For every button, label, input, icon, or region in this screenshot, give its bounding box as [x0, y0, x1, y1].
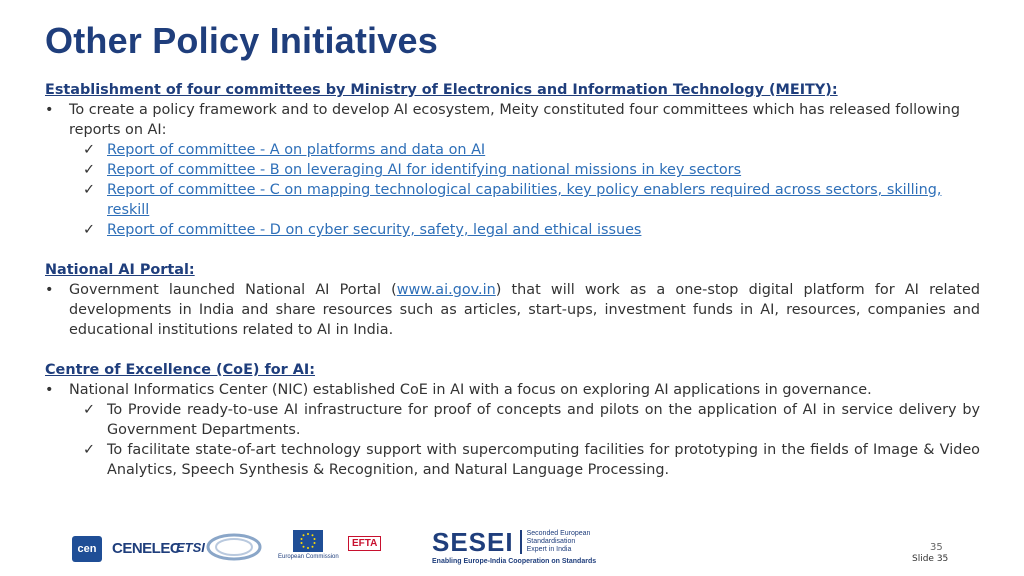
- sesei-subtitle-line: Expert in India: [526, 546, 572, 553]
- bullet-text-pre: Government launched National AI Portal (: [69, 282, 397, 298]
- bullet-item: [45, 280, 980, 340]
- etsi-logo-text: ETSI: [176, 539, 205, 555]
- sesei-logo-row: [432, 528, 590, 556]
- report-item: [45, 140, 980, 160]
- coe-item: [45, 400, 980, 440]
- bullet-item: [45, 380, 980, 400]
- european-commission-logo: [278, 530, 339, 561]
- sesei-logo: [432, 528, 596, 565]
- spacer: [45, 240, 980, 260]
- ai-portal-link[interactable]: www.ai.gov.in: [396, 282, 496, 298]
- coe-item-text: To Provide ready-to-use AI infrastructure for proof of concepts and pilots on the application of AI in service delivery by Government Departments.: [107, 402, 980, 438]
- bullet-item: [45, 100, 980, 140]
- check-icon: ✓: [83, 162, 96, 178]
- cenelec-logo: CENELEC: [112, 540, 181, 557]
- spacer: [45, 340, 980, 360]
- bullet-icon: •: [45, 102, 54, 118]
- check-icon: ✓: [83, 222, 96, 238]
- eu-flag-icon: [293, 530, 323, 552]
- report-item: [45, 220, 980, 240]
- sesei-subtitle-line: Standardisation: [526, 538, 576, 545]
- section-heading-meity: Establishment of four committees by Ministry of Electronics and Information Technology (MEITY):: [45, 82, 838, 98]
- bullet-text: To create a policy framework and to develop AI ecosystem, Meity constituted four committees which has released following reports on AI:: [69, 102, 960, 138]
- report-list: [45, 140, 980, 240]
- coe-item: [45, 440, 980, 480]
- efta-logo-text: EFTA: [348, 536, 381, 551]
- section-heading-coe: Centre of Excellence (CoE) for AI:: [45, 362, 315, 378]
- slide-content: [45, 80, 980, 480]
- report-link-a[interactable]: Report of committee - A on platforms and data on AI: [107, 142, 486, 158]
- report-link-c[interactable]: Report of committee - C on mapping technological capabilities, key policy enablers required across sectors, skilling, reskill: [107, 182, 942, 218]
- coe-item-text: To facilitate state-of-art technology support with supercomputing facilities for prototyping in the fields of Image & Video Analytics, Speech Synthesis & Recognition, and Natural Language Processing.: [107, 442, 980, 478]
- bullet-icon: •: [45, 382, 54, 398]
- page-number: 35: [930, 542, 943, 553]
- page-title: Other Policy Initiatives: [45, 20, 438, 61]
- report-link-b[interactable]: Report of committee - B on leveraging AI for identifying national missions in key sectors: [107, 162, 742, 178]
- report-link-d[interactable]: Report of committee - D on cyber security, safety, legal and ethical issues: [107, 222, 642, 238]
- eu-caption: European Commission: [278, 554, 339, 560]
- footer: [0, 520, 1024, 576]
- etsi-swoosh-icon: [205, 532, 263, 562]
- check-icon: ✓: [83, 182, 96, 198]
- cen-logo: [72, 536, 102, 562]
- report-item: [45, 180, 980, 220]
- check-icon: ✓: [83, 402, 96, 418]
- sesei-subtitle: [520, 530, 591, 554]
- bullet-text-post: ) that will work as a one-stop digital platform for AI related developments in India and share resources such as articles, start-ups, investment funds in AI, resources, companies and educational institutions related to AI in India.: [69, 282, 980, 338]
- report-item: [45, 160, 980, 180]
- slide-number: Slide 35: [912, 554, 949, 564]
- cen-logo-mark: cen: [72, 536, 102, 562]
- bullet-text: National Informatics Center (NIC) established CoE in AI with a focus on exploring AI applications in governance.: [69, 382, 872, 398]
- coe-list: [45, 400, 980, 480]
- sesei-tagline: Enabling Europe-India Cooperation on Standards: [432, 558, 597, 565]
- sesei-logo-text: SESEI: [432, 527, 514, 557]
- etsi-logo: [176, 532, 263, 562]
- bullet-icon: •: [45, 282, 54, 298]
- check-icon: ✓: [83, 442, 96, 458]
- check-icon: ✓: [83, 142, 96, 158]
- efta-logo: [348, 536, 381, 551]
- section-heading-ai-portal: National AI Portal:: [45, 262, 195, 278]
- sesei-subtitle-line: Seconded European: [526, 530, 591, 537]
